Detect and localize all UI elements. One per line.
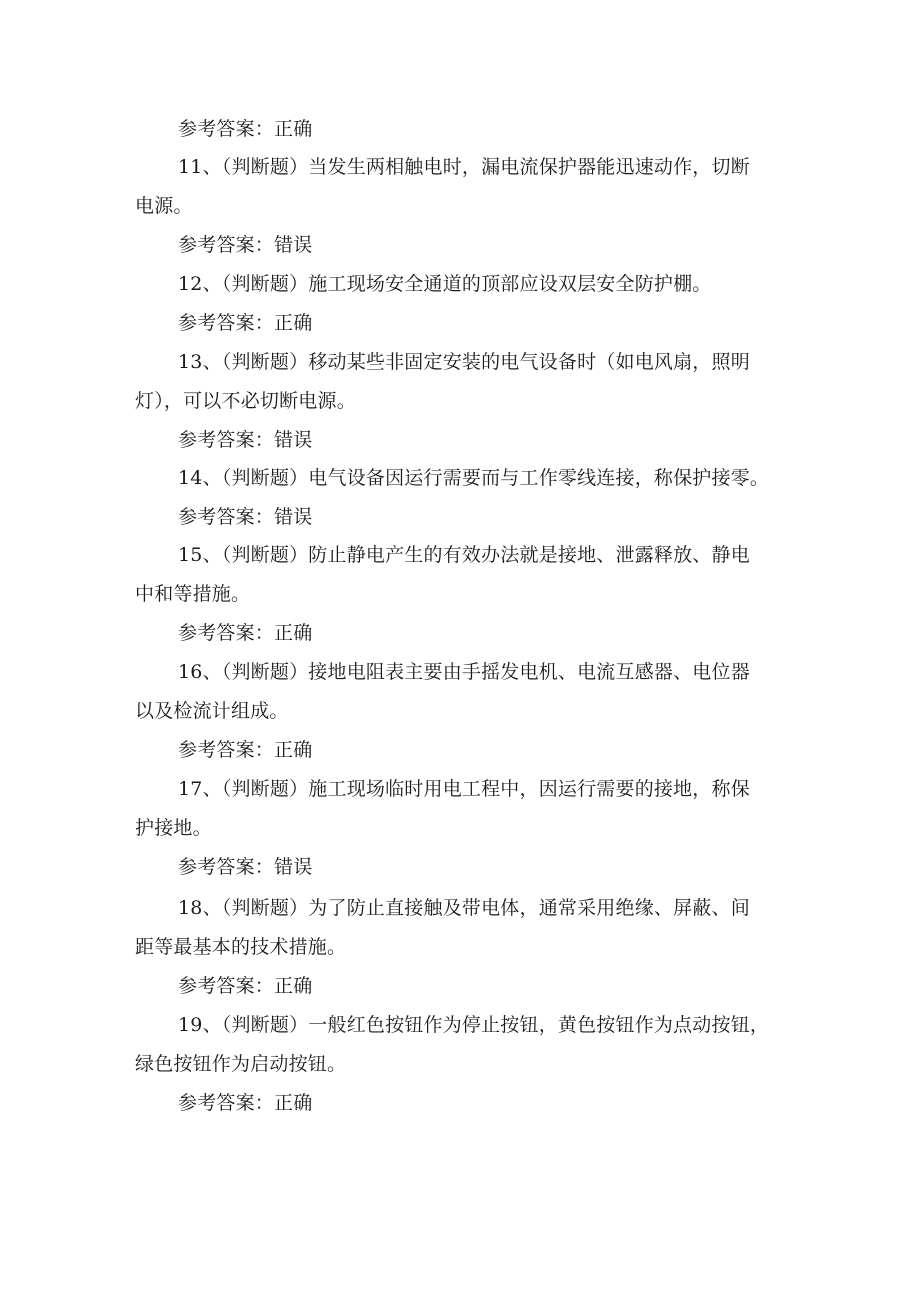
answer-value: 错误 <box>274 234 313 256</box>
answer-label: 参考答案： <box>178 622 275 644</box>
question-number: 13、 <box>178 351 222 373</box>
question-type: （判断题） <box>221 273 309 295</box>
answer-value: 正确 <box>274 975 313 997</box>
question-type: （判断题） <box>221 351 309 373</box>
answer-value: 正确 <box>274 1092 313 1114</box>
answer-line <box>178 855 312 879</box>
answer-label: 参考答案： <box>178 506 275 528</box>
question-type: （判断题） <box>221 897 309 919</box>
question-continuation: 护接地。 <box>135 817 212 839</box>
question-number: 19、 <box>178 1014 222 1036</box>
question-text: 当发生两相触电时，漏电流保护器能迅速动作，切断 <box>308 156 750 178</box>
question-text: 施工现场临时用电工程中，因运行需要的接地，称保 <box>308 778 750 800</box>
question-type: （判断题） <box>221 544 309 566</box>
question-text: 为了防止直接触及带电体，通常采用绝缘、屏蔽、间 <box>308 897 750 919</box>
answer-value: 错误 <box>274 429 313 451</box>
answer-label: 参考答案： <box>178 118 275 140</box>
answer-label: 参考答案： <box>178 739 275 761</box>
answer-line <box>178 428 312 452</box>
question-line <box>178 1013 769 1037</box>
question-type: （判断题） <box>221 156 309 178</box>
answer-label: 参考答案： <box>178 975 275 997</box>
question-line <box>178 543 750 567</box>
question-type: （判断题） <box>221 778 309 800</box>
question-line <box>178 350 750 374</box>
answer-line <box>178 738 312 762</box>
question-type: （判断题） <box>221 661 309 683</box>
answer-label: 参考答案： <box>178 429 275 451</box>
answer-value: 正确 <box>274 622 313 644</box>
question-number: 15、 <box>178 544 222 566</box>
question-continuation: 以及检流计组成。 <box>135 700 289 722</box>
answer-label: 参考答案： <box>178 1092 275 1114</box>
question-type: （判断题） <box>221 467 309 489</box>
question-line <box>178 272 712 296</box>
question-number: 16、 <box>178 661 222 683</box>
answer-label: 参考答案： <box>178 856 275 878</box>
answer-line <box>178 233 312 257</box>
answer-line <box>178 117 312 141</box>
question-text: 移动某些非固定安装的电气设备时（如电风扇，照明 <box>308 351 750 373</box>
answer-value: 正确 <box>274 739 313 761</box>
question-number: 14、 <box>178 467 222 489</box>
answer-line <box>178 974 312 998</box>
question-line <box>178 155 750 179</box>
question-number: 17、 <box>178 778 222 800</box>
question-number: 12、 <box>178 273 222 295</box>
question-continuation: 电源。 <box>135 195 193 217</box>
answer-line <box>178 311 312 335</box>
question-number: 11、 <box>178 156 222 178</box>
question-number: 18、 <box>178 897 222 919</box>
answer-label: 参考答案： <box>178 234 275 256</box>
answer-line <box>178 1091 312 1115</box>
question-continuation: 距等最基本的技术措施。 <box>135 936 347 958</box>
question-continuation: 绿色按钮作为启动按钮。 <box>135 1053 347 1075</box>
answer-value: 正确 <box>274 312 313 334</box>
answer-line <box>178 505 312 529</box>
question-line <box>178 466 769 490</box>
question-continuation: 灯），可以不必切断电源。 <box>135 390 356 412</box>
answer-label: 参考答案： <box>178 312 275 334</box>
question-type: （判断题） <box>221 1014 309 1036</box>
question-text: 施工现场安全通道的顶部应设双层安全防护棚。 <box>308 273 712 295</box>
question-line <box>178 896 750 920</box>
question-text: 一般红色按钮作为停止按钮，黄色按钮作为点动按钮， <box>308 1014 770 1036</box>
answer-value: 正确 <box>274 118 313 140</box>
question-line <box>178 777 750 801</box>
question-text: 电气设备因运行需要而与工作零线连接，称保护接零。 <box>308 467 770 489</box>
answer-value: 错误 <box>274 506 313 528</box>
question-continuation: 中和等措施。 <box>135 583 251 605</box>
answer-value: 错误 <box>274 856 313 878</box>
answer-line <box>178 621 312 645</box>
question-text: 接地电阻表主要由手摇发电机、电流互感器、电位器 <box>308 661 750 683</box>
question-line <box>178 660 750 684</box>
question-text: 防止静电产生的有效办法就是接地、泄露释放、静电 <box>308 544 750 566</box>
